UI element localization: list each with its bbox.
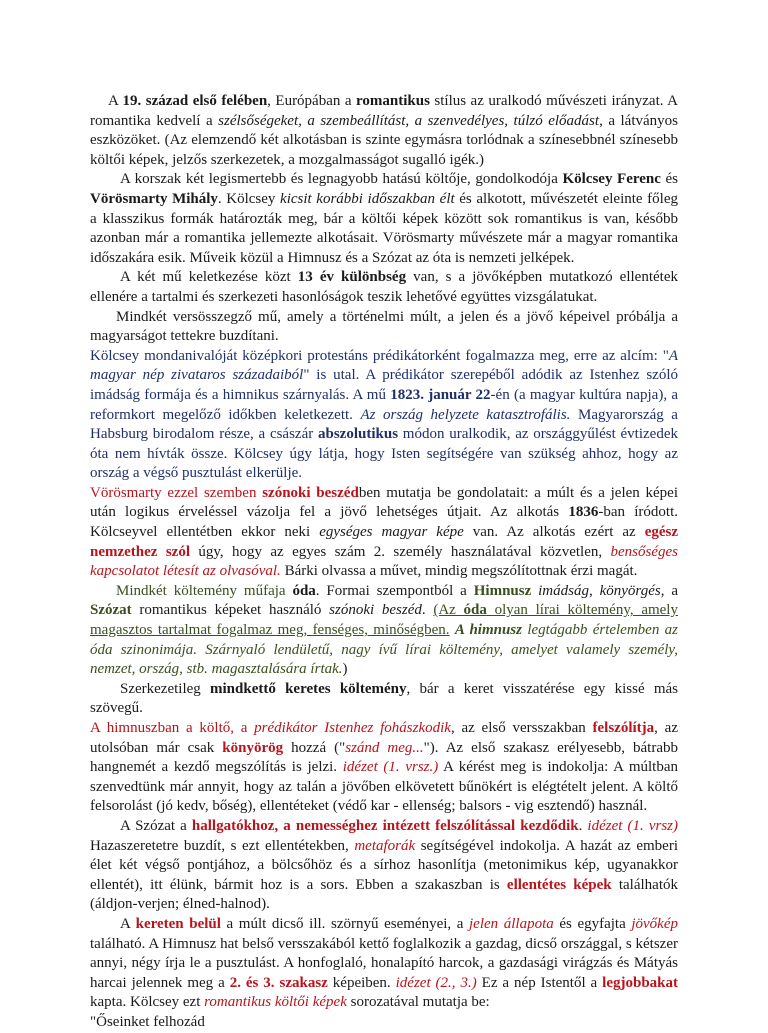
paragraph-genre [90,582,678,680]
text: stílus az uralkodó művészeti irányzat. A romantika kedvelí a [90,93,678,129]
emphasis: Vörösmarty Mihály [90,190,218,207]
text: " is utal. A prédikátor szerepéből adódik az Istenhez szóló imádság formája és a himnikus szárnyalás. A mű [90,367,678,403]
emphasis: Szózat [90,602,132,619]
text: Mindkét versösszegző mű, amely a történelmi múlt, a jelen és a jövő képeivel próbálja a magyarságot tettekre buzdítani. [90,308,678,345]
paragraph-common-goal [90,308,678,347]
text: hozzá (" [283,739,346,756]
text: . Kölcsey [217,190,281,207]
emphasis: 13 év különbség [297,269,407,286]
text: , a látványos eszközöket. (Az elemzendő két alkotásban is szinte egymásra torlódnak a színesebbnél színesebb költői képek, jelzős szerkezetek, a mozgalmasságot sugalló igék.) [90,112,678,168]
quote-text: "Őseinket felhozád [90,1013,205,1030]
text: ben mutatja be gondolatait: a múlt és a jelen képei után logikus érveléssel vázolja fel a jövő lehetséges útjait. Az alkotás [90,484,679,521]
text: található. A Himnusz hat belső versszakából kettő foglalkozik a gazdag, dicső országgal, s kétszer annyi, négy írja le a pusztulást. A honfoglaló, honalapító harcok, a gazdasági virágzás és Mátyás harcai jelennek meg a [90,935,678,991]
italic-text: romantikus költői képek [204,994,347,1011]
emphasis: romantikus [356,93,430,109]
text: Vörösmarty ezzel szemben [90,484,263,501]
text: . [421,602,434,619]
text: A himnuszban a költő, a [90,720,255,736]
italic-text: idézet (2., 3.) [395,974,477,991]
document-page [90,92,678,1033]
paragraph-quote-start [90,1013,678,1033]
paragraph-authors [90,170,678,268]
emphasis: 2. és 3. szakasz [229,974,328,991]
text: , a [660,582,678,599]
italic-text: jelen állapota [469,915,554,932]
italic-text: egységes magyar képe [319,524,464,541]
emphasis: abszolutikus [318,426,399,443]
text: segítségével indokolja. A hazát az emberi élet két végső pontjához, a bölcsőhöz és a sírhoz hasonlítja (metonimikus kép, ugyanakkor ellentét), itt élünk, bármit hoz is a sors. Ebben a szakaszban is [90,837,679,893]
paragraph-szozat [90,817,678,915]
text: Ez a nép Istentől a [476,974,603,991]
text: és egyfajta [553,915,632,932]
text: képeiben. [327,974,396,991]
italic-text: A magyar nép zivataros századaiból [90,347,678,384]
text: romantikus képeket használó [131,602,330,619]
emphasis: hallgatókhoz, a nemességhez intézett felszólítással kezdődik [191,817,579,834]
text: A kérést meg is indokolja: A múltban szenvedtünk már annyit, hogy az talán a jövőben elkövetett bűnökért is elégtételt jelent. A költő felsorolást (jó kedv, bőség), ellentéteket (védő kar - ellenség; balsors - vig esztendő) használ. [90,759,679,815]
text: Kölcsey mondanivalóját középkori protestáns prédikátorként fogalmazza meg, erre az alcím: " [90,347,669,364]
emphasis: könyörög [222,739,284,756]
text: , az első versszakban [450,720,593,736]
text: van, s a jövőképben mutatkozó ellentétek ellenére a tartalmi és szerkezeti hasonlóságok teszik lehetővé együttes vizsgálatukat. [90,269,678,305]
text: Bárki olvassa a művet, mindig megszólítottnak érzi magát. [280,563,638,580]
text: , az utolsóban már csak [90,720,678,756]
text: találhatók (áldjon-verjen; élned-halnod). [90,876,678,913]
emphasis: legjobbakat [602,974,679,991]
text: , bár a keret visszatérése egy kissé más szövegű. [90,680,678,717]
text: sorozatával mutatja be: [346,994,490,1011]
italic-text: szélsőségeket, a szembeállítást, a szenvedélyes, túlzó előadást [218,112,600,129]
italic-text: Az ország helyzete katasztrofális. [360,406,571,423]
text: van. Az alkotás ezért az [463,524,645,541]
text: Magyarország a Habsburg birodalom része, a császár [90,406,678,443]
text: , Európában a [267,93,356,109]
text: Szerkezetileg [120,680,211,697]
italic-text: kicsit korábbi időszakban élt [280,190,455,207]
text: ) [342,661,348,678]
text: -én (a magyar kultúra napja), a reformkort megelőző időkben keletkezett. [90,386,678,423]
emphasis: 1836 [568,504,599,521]
text: A korszak két legismertebb és legnagyobb hatású költője, gondolkodója [120,171,563,188]
text: és alkotott, művészetét eleinte főleg a klasszikus formák határozták meg, bár a költői képek között sok romantikus is van, később azonban már a romantika jellemezte alkotásait. Vörösmarty művészete már a magyar romantika időszakára esik. Műveik közül a Himnusz és a Szózat az óta is nemzeti jelképek. [90,190,679,266]
text: kapta. Kölcsey ezt [90,994,205,1011]
text: módon uralkodik, az országgyűlést évtizedek óta nem hívták össze. Kölcsey úgy látja, hogy Isten segítségére van szükség ahhoz, hogy az ország a végső pusztulást elkerülje. [90,426,678,482]
text: "). Az első szakasz erélyesebb, bátrabb hangnemét a kezdő megszólítás is jelzi. [90,739,679,776]
italic-text: prédikátor Istenhez fohászkodik [254,720,451,736]
text: A [120,915,136,932]
italic-text: legtágabb értelemben az óda szinonimája. Szárnyaló lendületű, nagy ívű lírai költemény, amelyet valamely személy, nemzet, ország, stb. magasztalására írtak. [90,622,679,678]
italic-text: idézet (1. vrsz) [587,817,678,834]
text: A Szózat a [120,817,192,834]
emphasis: mindkettő keretes költemény [210,680,407,697]
text: Hazaszeretetre buzdít, s ezt ellentétekben, [90,837,355,854]
paragraph-time-difference [90,268,678,307]
italic-text: jövőkép [631,915,678,932]
underlined-text: olyan lírai költemény, amely magasztos tartalmat fogalmaz meg, fenséges, minőségben. [90,602,678,639]
paragraph-vorosmarty [90,484,678,582]
italic-text: idézet (1. vrsz.) [342,759,439,776]
text: -ban íródott. Kölcseyvel ellentétben ekkor neki [90,504,678,541]
text: . Formai szempontból a [315,582,474,599]
italic-text: szónoki beszéd [329,602,422,619]
paragraph-intro [90,92,678,170]
italic-text: metaforák [354,837,416,854]
text: Mindkét költemény műfaja [116,582,293,599]
emphasis: 19. század első felében [122,93,268,109]
emphasis: Kölcsey Ferenc [562,171,661,188]
emphasis: óda [292,582,316,599]
emphasis: szónoki beszéd [262,484,359,501]
paragraph-himnusz [90,719,678,817]
text: A két mű keletkezése közt [120,269,298,286]
emphasis: Himnusz [473,582,532,599]
emphasis: 1823. január 22 [390,386,491,403]
emphasis: kereten belül [135,915,221,932]
italic-text: bensőséges kapcsolatot létesít az olvasóval. [90,543,678,580]
paragraph-kolcsey [90,347,678,484]
paragraph-frame [90,915,678,1013]
italic-text: szánd meg... [345,739,424,756]
emphasis: ellentétes képek [506,876,612,893]
paragraph-structure [90,680,678,719]
text: a múlt dicső ill. szörnyű eseményei, a [220,915,469,932]
underlined-text: (Az [433,602,464,619]
emphasis: óda [463,602,487,619]
italic-text: imádság, könyörgés [538,582,661,599]
emphasis: felszólítja [592,720,655,736]
text: . [578,817,588,834]
text: A [108,93,123,109]
emphasis: egész nemzethez szól [90,524,679,560]
text: és [660,171,679,188]
emphasis: A himnusz [454,622,522,639]
text: úgy, hogy az egyes szám 2. személy használatával közvetlen, [190,543,611,560]
